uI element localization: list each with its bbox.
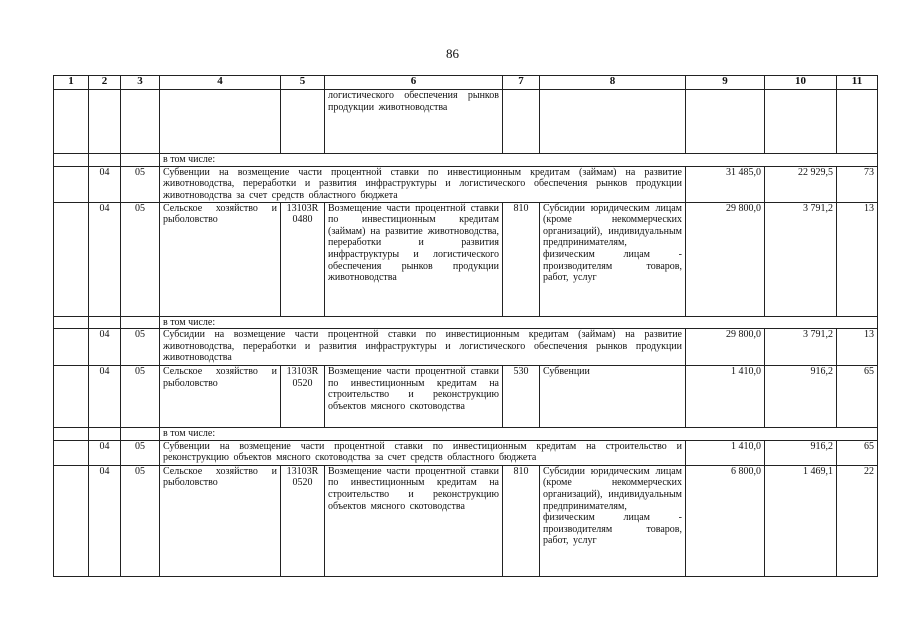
amount-percent: 13: [837, 329, 878, 366]
table-row: [54, 202, 878, 316]
amount-actual: 3 791,2: [765, 329, 837, 366]
column-header-5: 5: [281, 76, 325, 90]
column-header-6: 6: [325, 76, 503, 90]
section-name: Сельское хозяйство и рыболовство: [160, 366, 281, 428]
column-header-9: 9: [686, 76, 765, 90]
expense-type-code: 530: [503, 366, 540, 428]
column-header-2: 2: [89, 76, 121, 90]
table-row: [54, 428, 878, 441]
target-article: 13103R 0480: [281, 202, 325, 316]
section-name: Сельское хозяйство и рыболовство: [160, 465, 281, 576]
subsection-code: 05: [121, 166, 160, 202]
column-header-1: 1: [54, 76, 89, 90]
column-header-10: 10: [765, 76, 837, 90]
column-header-11: 11: [837, 76, 878, 90]
expense-type-code: 810: [503, 202, 540, 316]
subsection-code: 05: [121, 440, 160, 465]
section-code: 04: [89, 166, 121, 202]
column-header-7: 7: [503, 76, 540, 90]
amount-actual: 1 469,1: [765, 465, 837, 576]
amount-actual: 916,2: [765, 366, 837, 428]
expense-type-code: 810: [503, 465, 540, 576]
budget-table: [53, 75, 878, 577]
target-article: 13103R 0520: [281, 366, 325, 428]
table-row: [54, 154, 878, 167]
amount-plan: 29 800,0: [686, 202, 765, 316]
section-code: 04: [89, 440, 121, 465]
target-article: 13103R 0520: [281, 465, 325, 576]
expense-type-name: Субсидии юридическим лицам (кроме некоммерческих организаций), индивидуальным предпринимателям, физическим лицам - производителям товаров, работ, услуг: [540, 465, 686, 576]
amount-plan: 29 800,0: [686, 329, 765, 366]
section-code: 04: [89, 465, 121, 576]
section-code: 04: [89, 366, 121, 428]
table-row: [54, 90, 878, 154]
amount-percent: 22: [837, 465, 878, 576]
purpose-cell: Возмещение части процентной ставки по инвестиционным кредитам на строительство и реконструкцию объектов мясного скотоводства: [325, 465, 503, 576]
amount-percent: 65: [837, 440, 878, 465]
table-row: [54, 465, 878, 576]
header-row: [54, 76, 878, 90]
amount-plan: 1 410,0: [686, 440, 765, 465]
subhead-label: в том числе:: [160, 428, 878, 441]
section-code: 04: [89, 329, 121, 366]
merged-description: Субсидии на возмещение части процентной ставки по инвестиционным кредитам (займам) на развитие животноводства, переработки и развития инфраструктуры и логистического обеспечения рынков продукции животноводства: [160, 329, 686, 366]
subhead-label: в том числе:: [160, 154, 878, 167]
amount-actual: 22 929,5: [765, 166, 837, 202]
purpose-cell: Возмещение части процентной ставки по инвестиционным кредитам (займам) на развитие животноводства, переработки и развития инфраструктуры и логистического обеспечения рынков продукции животноводства: [325, 202, 503, 316]
subsection-code: 05: [121, 202, 160, 316]
subhead-label: в том числе:: [160, 316, 878, 329]
amount-plan: 1 410,0: [686, 366, 765, 428]
section-code: 04: [89, 202, 121, 316]
amount-actual: 916,2: [765, 440, 837, 465]
table-row: [54, 166, 878, 202]
amount-percent: 13: [837, 202, 878, 316]
purpose-cell: логистического обеспечения рынков продукции животноводства: [325, 90, 503, 154]
subsection-code: 05: [121, 329, 160, 366]
expense-type-name: Субсидии юридическим лицам (кроме некоммерческих организаций), индивидуальным предпринимателям, физическим лицам - производителям товаров, работ, услуг: [540, 202, 686, 316]
subsection-code: 05: [121, 366, 160, 428]
purpose-cell: Возмещение части процентной ставки по инвестиционным кредитам на строительство и реконструкцию объектов мясного скотоводства: [325, 366, 503, 428]
table-row: [54, 316, 878, 329]
column-header-4: 4: [160, 76, 281, 90]
page-number: 86: [446, 46, 459, 61]
expense-type-name: Субвенции: [540, 366, 686, 428]
table-row: [54, 440, 878, 465]
amount-percent: 65: [837, 366, 878, 428]
subsection-code: 05: [121, 465, 160, 576]
column-header-8: 8: [540, 76, 686, 90]
amount-percent: 73: [837, 166, 878, 202]
amount-plan: 31 485,0: [686, 166, 765, 202]
amount-actual: 3 791,2: [765, 202, 837, 316]
table-row: [54, 366, 878, 428]
amount-plan: 6 800,0: [686, 465, 765, 576]
merged-description: Субвенции на возмещение части процентной ставки по инвестиционным кредитам (займам) на развитие животноводства, переработки и развития инфраструктуры и логистического обеспечения рынков продукции животноводства за счет средств областного бюджета: [160, 166, 686, 202]
column-header-3: 3: [121, 76, 160, 90]
section-name: Сельское хозяйство и рыболовство: [160, 202, 281, 316]
table-row: [54, 329, 878, 366]
merged-description: Субвенции на возмещение части процентной ставки по инвестиционным кредитам на строительство и реконструкцию объектов мясного скотоводства за счет средств областного бюджета: [160, 440, 686, 465]
